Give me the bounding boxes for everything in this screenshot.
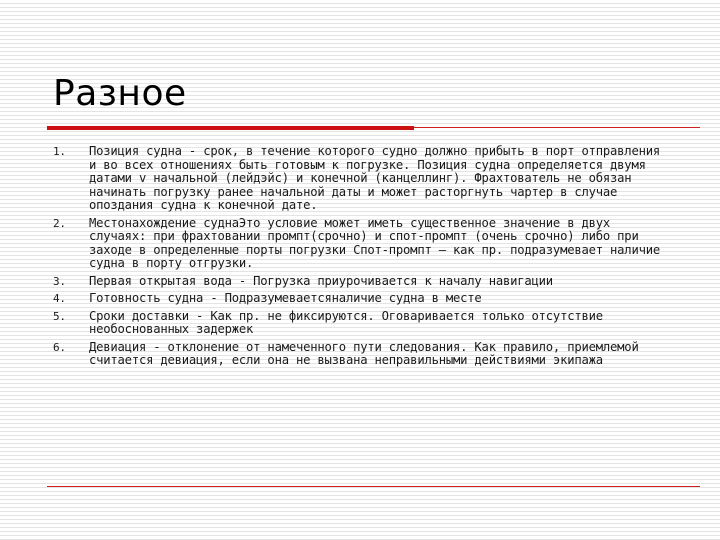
list-item xyxy=(53,217,665,271)
list-item-text: Позиция судна - срок, в течение которого судно должно прибыть в порт отправления и во всех отношениях быть готовым к погрузке. Позиция судна определяется двумя датами v начальной (лейдэйс) и конечной (канцеллинг). Фрахтователь не обязан начинать погрузку ранее начальной даты и может расторгнуть чартер в случае опоздания судна к конечной дате. xyxy=(89,144,660,212)
list-item xyxy=(53,275,665,289)
bottom-divider xyxy=(47,486,700,487)
slide-title: Разное xyxy=(53,73,187,114)
list-item xyxy=(53,341,665,368)
list-item xyxy=(53,310,665,337)
title-underline-accent xyxy=(47,126,414,130)
list-item-number: 1. xyxy=(53,145,66,158)
list-item-text: Первая открытая вода - Погрузка приурочивается к началу навигации xyxy=(89,273,553,288)
list-item xyxy=(53,145,665,213)
title-underline xyxy=(47,126,700,130)
list-item-number: 5. xyxy=(53,309,66,323)
list-item-text: Девиация - отклонение от намеченного пути следования. Как правило, приемлемой считается девиация, если она не вызвана неправильными действиями экипажа xyxy=(89,339,639,367)
list-item-number: 2. xyxy=(53,216,66,230)
list-item-text: Местонахождение суднаЭто условие может иметь существенное значение в двух случаях: при фрахтовании промпт(срочно) и спот-промпт (очень срочно) либо при заходе в определенные порты погрузки Спот-промпт – как пр. подразумевает наличие судна в порту отгрузки. xyxy=(89,215,660,270)
list-item-number: 3. xyxy=(53,274,66,288)
list-item xyxy=(53,292,665,306)
list-item-number: 4. xyxy=(53,292,66,305)
list-item-text: Сроки доставки - Как пр. не фиксируются. Оговаривается только отсутствие необоснованных задержек xyxy=(89,308,603,336)
list-item-text: Готовность судна - Подразумеваетсяналичие судна в месте xyxy=(89,291,482,305)
numbered-list xyxy=(53,145,665,368)
list-item-number: 6. xyxy=(53,340,66,354)
